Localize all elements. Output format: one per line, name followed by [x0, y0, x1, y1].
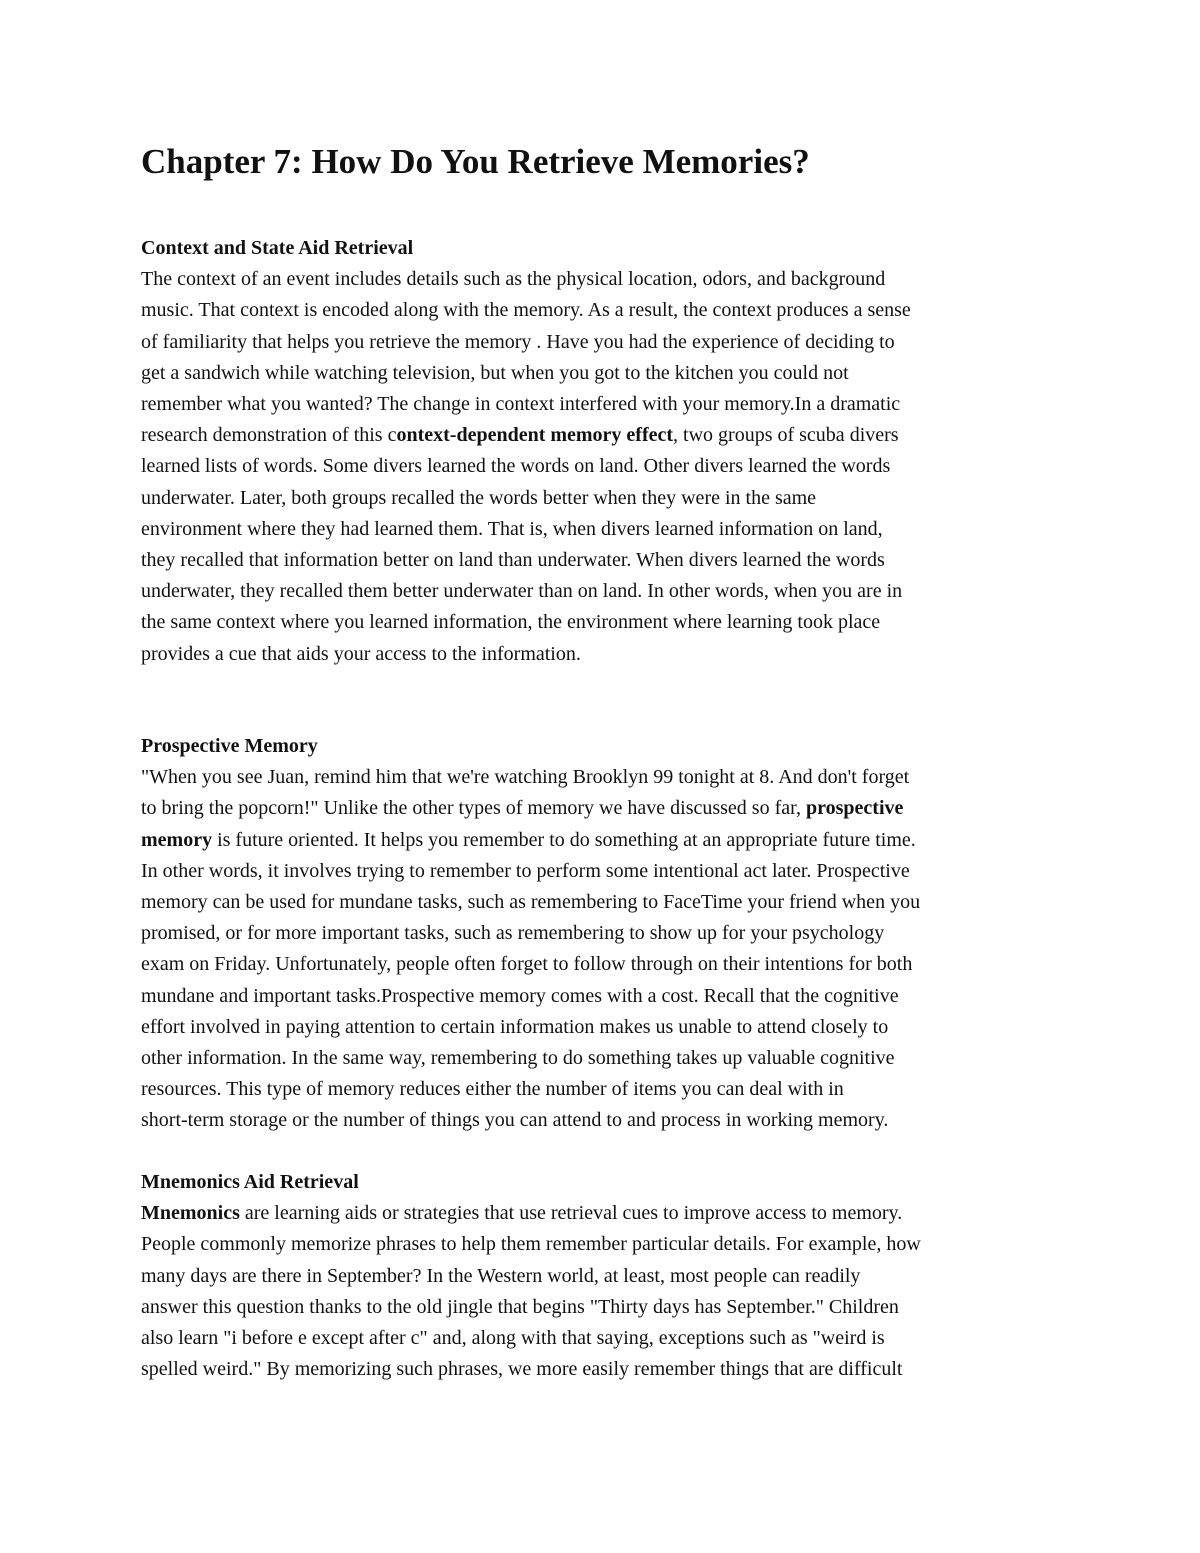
text-line [141, 887, 1071, 918]
text-run: provides a cue that aids your access to the information. [141, 642, 581, 665]
section-body [141, 1198, 1071, 1385]
text-run: are learning aids or strategies that use retrieval cues to improve access to memory. [239, 1202, 903, 1225]
text-run: remember what you wanted? The change in context interfered with your memory.In a dramatic [141, 393, 901, 416]
text-run: they recalled that information better on land than underwater. When divers learned the words [141, 549, 885, 572]
chapter-title: Chapter 7: How Do You Retrieve Memories? [141, 142, 810, 181]
text-run: underwater. Later, both groups recalled the words better when they were in the same [141, 486, 817, 509]
text-line [141, 1198, 1071, 1229]
text-line [141, 389, 1071, 420]
text-run: spelled weird." By memorizing such phrases, we more easily remember things that are difficult [141, 1358, 903, 1381]
text-run: , two groups of scuba divers [673, 424, 899, 447]
text-run: to bring the popcorn!" Unlike the other types of memory we have discussed so far, [141, 797, 806, 820]
text-run: is future oriented. It helps you remember to do something at an appropriate future time. [212, 828, 916, 851]
text-run: get a sandwich while watching television, but when you got to the kitchen you could not [141, 361, 849, 384]
section-heading: Context and State Aid Retrieval [141, 237, 414, 259]
text-line [141, 514, 1071, 545]
text-line [141, 981, 1071, 1012]
section-heading: Prospective Memory [141, 735, 318, 757]
text-run: short-term storage or the number of things you can attend to and process in working memory. [141, 1109, 889, 1132]
section-context-and-state [141, 233, 1071, 670]
text-run: research demonstration of this c [141, 424, 397, 447]
text-run: the same context where you learned information, the environment where learning took place [141, 611, 881, 634]
section-mnemonics [141, 1167, 1071, 1385]
text-run: many days are there in September? In the Western world, at least, most people can readily [141, 1264, 861, 1287]
text-run: The context of an event includes details such as the physical location, odors, and background [141, 268, 886, 291]
text-line [141, 1012, 1071, 1043]
text-line [141, 1074, 1071, 1105]
text-run: environment where they had learned them. That is, when divers learned information on land, [141, 517, 883, 540]
section-body [141, 762, 1071, 1136]
text-run: "When you see Juan, remind him that we're watching Brooklyn 99 tonight at 8. And don't forget [141, 766, 910, 789]
text-line [141, 358, 1071, 389]
text-line [141, 1229, 1071, 1260]
section-heading: Mnemonics Aid Retrieval [141, 1171, 359, 1193]
text-line [141, 949, 1071, 980]
text-run: In other words, it involves trying to remember to perform some intentional act later. Prospective [141, 859, 910, 882]
text-line [141, 1323, 1071, 1354]
text-line [141, 1354, 1071, 1385]
bold-term: ontext-dependent memory effect [396, 424, 674, 447]
text-line [141, 1043, 1071, 1074]
text-run: learned lists of words. Some divers learned the words on land. Other divers learned the words [141, 455, 891, 478]
bold-term: memory [141, 828, 213, 851]
text-run: of familiarity that helps you retrieve the memory . Have you had the experience of deciding to [141, 330, 895, 353]
section-body [141, 264, 1071, 670]
text-run: answer this question thanks to the old jingle that begins "Thirty days has September." Children [141, 1295, 899, 1318]
text-line [141, 1105, 1071, 1136]
text-line [141, 607, 1071, 638]
text-run: also learn "i before e except after c" and, along with that saying, exceptions such as "weird is [141, 1327, 885, 1350]
text-line [141, 264, 1071, 295]
text-line [141, 856, 1071, 887]
text-line [141, 793, 1071, 824]
text-run: exam on Friday. Unfortunately, people often forget to follow through on their intentions for both [141, 953, 913, 976]
text-run: People commonly memorize phrases to help them remember particular details. For example, how [141, 1233, 921, 1256]
text-line [141, 327, 1071, 358]
text-line [141, 420, 1071, 451]
text-run: mundane and important tasks.Prospective memory comes with a cost. Recall that the cognitive [141, 984, 899, 1007]
text-line [141, 483, 1071, 514]
text-run: other information. In the same way, remembering to do something takes up valuable cognitive [141, 1047, 895, 1070]
text-line [141, 576, 1071, 607]
text-run: promised, or for more important tasks, such as remembering to show up for your psychology [141, 922, 885, 945]
text-line [141, 918, 1071, 949]
text-line [141, 545, 1071, 576]
text-line [141, 1292, 1071, 1323]
section-prospective-memory [141, 731, 1071, 1137]
text-run: memory can be used for mundane tasks, such as remembering to FaceTime your friend when you [141, 891, 921, 914]
text-line [141, 451, 1071, 482]
text-line [141, 639, 1071, 670]
text-run: resources. This type of memory reduces either the number of items you can deal with in [141, 1078, 844, 1101]
text-run: underwater, they recalled them better underwater than on land. In other words, when you are in [141, 580, 903, 603]
text-line [141, 762, 1071, 793]
text-line [141, 295, 1071, 326]
text-line [141, 825, 1071, 856]
bold-term: prospective [805, 797, 904, 820]
text-run: music. That context is encoded along with the memory. As a result, the context produces a sense [141, 299, 911, 322]
bold-term: Mnemonics [141, 1202, 240, 1225]
text-line [141, 1261, 1071, 1292]
text-run: effort involved in paying attention to certain information makes us unable to attend closely to [141, 1015, 889, 1038]
